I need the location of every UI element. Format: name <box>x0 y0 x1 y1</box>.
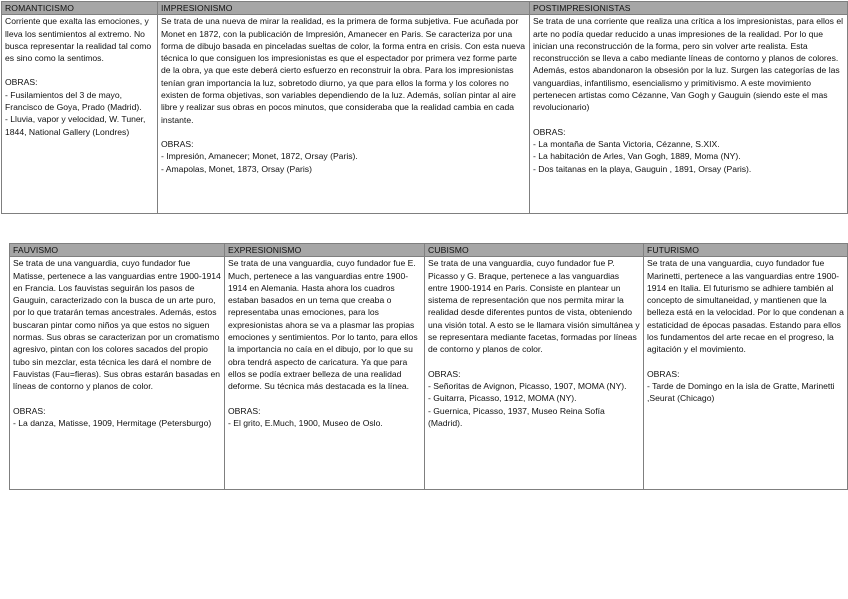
header-postimpresionistas: POSTIMPRESIONISTAS <box>530 2 848 15</box>
obras-heading: OBRAS: <box>5 77 38 88</box>
obra-item: - La danza, Matisse, 1909, Hermitage (Petersburgo) <box>13 417 212 428</box>
obra-item: - Guitarra, Picasso, 1912, MOMA (NY). <box>428 393 577 404</box>
obras-heading: OBRAS: <box>228 405 261 416</box>
obras-heading: OBRAS: <box>13 405 46 416</box>
header-futurismo: FUTURISMO <box>644 244 848 257</box>
header-romanticismo: ROMANTICISMO <box>2 2 158 15</box>
description-text: Se trata de una vanguardia, cuyo fundador fue E. Much, pertenece a las vanguardias entre 1900-1914 en Alemania. Hasta ahora los cuadros estaban basados en un tema que creaba o representaba unas emociones, para los expresionistas ahora se va a plasmar las propias emociones y sentimientos. Por lo tanto, para ellos la importancia no caía en el dibujo, por lo que su obra tendrá aspecto de caricatura. Ya que para ellos se podía extraer belleza de una realidad deforme. Su técnica más destacada es la línea. <box>228 258 418 392</box>
cell-fauvismo <box>10 257 225 490</box>
movements-table-top <box>1 1 848 214</box>
description-text: Corriente que exalta las emociones, y lleva los sentimientos al extremo. No busca representar la realidad tal como es sino como la sentimos. <box>5 16 152 64</box>
description-text: Se trata de una corriente que realiza una crítica a los impresionistas, para ellos el arte no podía quedar reducido a unas impresiones de la realidad. Por lo que inician una reconstrucción de la forma, pero sin volver arte realista. Esta reconstrucción se lleva a cabo mediante líneas de contorno y planos de colores. Además, estos abandonaron la obsesión por la luz. Surgen las categorías de las vanguardias, infantilismo, esencialismo y primitivismo. A este movimiento pertenecen artistas como Cézanne, Van Gogh y Gauguin (siendo este el mas revolucionario) <box>533 16 844 113</box>
obra-item: - Señoritas de Avignon, Picasso, 1907, MOMA (NY). <box>428 380 627 391</box>
description-text: Se trata de una nueva de mirar la realidad, es la primera de forma subjetiva. Fue acuñada por Monet en 1872, con la publicación de Impresión, Amanecer en Paris. Se caracteriza por una forma de dibujo basada en pinceladas sueltas de color, la forma entra en crisis. Con esta nueva técnica lo que consiguen los impresionistas es que el espectador por primera vez forme parte de la obra, ya que este deberá cierto esfuerzo en reconstruir la obra. Para los impresionistas tenían gran importancia la luz, sobretodo diurno, ya que para ellos la forma y los colores no existen de forma objetivas, son variables dependiendo de la luz. Además, solían pintar al aire libre y realizar sus obras en pocos minutos, que consideraba que la realidad cambia en cada instante. <box>161 16 526 125</box>
obras-heading: OBRAS: <box>533 126 566 137</box>
cell-expresionismo <box>225 257 425 490</box>
description-text: Se trata de una vanguardia, cuyo fundador fue P. Picasso y G. Braque, pertenece a las vanguardias entre 1900-1914 en Paris. Consiste en plantear un sistema de representación que nos permita mirar la realidad desde diferentes puntos de vista, obteniendo una visión total. A esto se le llamara visión simultánea y se representara mediante facetas, formadas por líneas de contorno y planos de color. <box>428 258 640 355</box>
cell-romanticismo <box>2 15 158 214</box>
movements-table-bottom <box>9 243 848 490</box>
obra-item: - Amapolas, Monet, 1873, Orsay (Paris) <box>161 163 312 174</box>
obra-item: - Fusilamientos del 3 de mayo, Francisco de Goya, Prado (Madrid). <box>5 89 142 113</box>
obra-item: - Guernica, Picasso, 1937, Museo Reina Sofía (Madrid). <box>428 405 605 428</box>
obra-item: - La montaña de Santa Victoria, Cézanne, S.XIX. <box>533 138 720 149</box>
obra-item: - La habitación de Arles, Van Gogh, 1889, Moma (NY). <box>533 151 741 162</box>
cell-futurismo <box>644 257 848 490</box>
cell-postimpresionistas <box>530 15 848 214</box>
obra-item: - El grito, E.Much, 1900, Museo de Oslo. <box>228 417 383 428</box>
obra-item: - Tarde de Domingo en la isla de Gratte, Marinetti ,Seurat (Chicago) <box>647 380 835 404</box>
header-row <box>2 2 848 15</box>
header-impresionismo: IMPRESIONISMO <box>158 2 530 15</box>
obras-heading: OBRAS: <box>161 138 194 149</box>
description-text: Se trata de una vanguardia, cuyo fundador fue Marinetti, pertenece a las vanguardias entre 1900-1914 en Italia. El futurismo se adhiere también al concepto de simultaneidad, y mantienen que la belleza está en la velocidad. Por lo que condenan a estaticidad de épocas pasadas. Estando para ellos los fundamentos del arte recae en el progreso, la agitación y el movimiento. <box>647 258 844 355</box>
obra-item: - Lluvia, vapor y velocidad, W. Tuner, 1844, National Gallery (Londres) <box>5 114 146 137</box>
content-row <box>10 257 848 490</box>
cell-impresionismo <box>158 15 530 214</box>
obra-item: - Dos taitanas en la playa, Gauguin , 1891, Orsay (Paris). <box>533 163 752 174</box>
obra-item: - Impresión, Amanecer; Monet, 1872, Orsay (Paris). <box>161 151 358 162</box>
cell-cubismo <box>425 257 644 490</box>
header-row <box>10 244 848 257</box>
description-text: Se trata de una vanguardia, cuyo fundador fue Matisse, pertenece a las vanguardias entre 1900-1914 en Francia. Los fauvistas seguirán los pasos de Gauguin, caracterizado con la busca de un arte puro, por lo que tratarán temas ancestrales. Además, estos buscaran pintar como niños ya que estos no siguen normas. Sus obras se caracterizan por un cromatismo agresivo, pintan con los colores sacados del propio tubo sin mezclar, esta técnica les dará el nombre de Fauvistas (Fau=fieras). Sus obras estarán basadas en líneas de contorno y planos de color. <box>13 258 221 392</box>
header-cubismo: CUBISMO <box>425 244 644 257</box>
obras-heading: OBRAS: <box>647 368 680 379</box>
header-expresionismo: EXPRESIONISMO <box>225 244 425 257</box>
content-row <box>2 15 848 214</box>
header-fauvismo: FAUVISMO <box>10 244 225 257</box>
obras-heading: OBRAS: <box>428 368 461 379</box>
